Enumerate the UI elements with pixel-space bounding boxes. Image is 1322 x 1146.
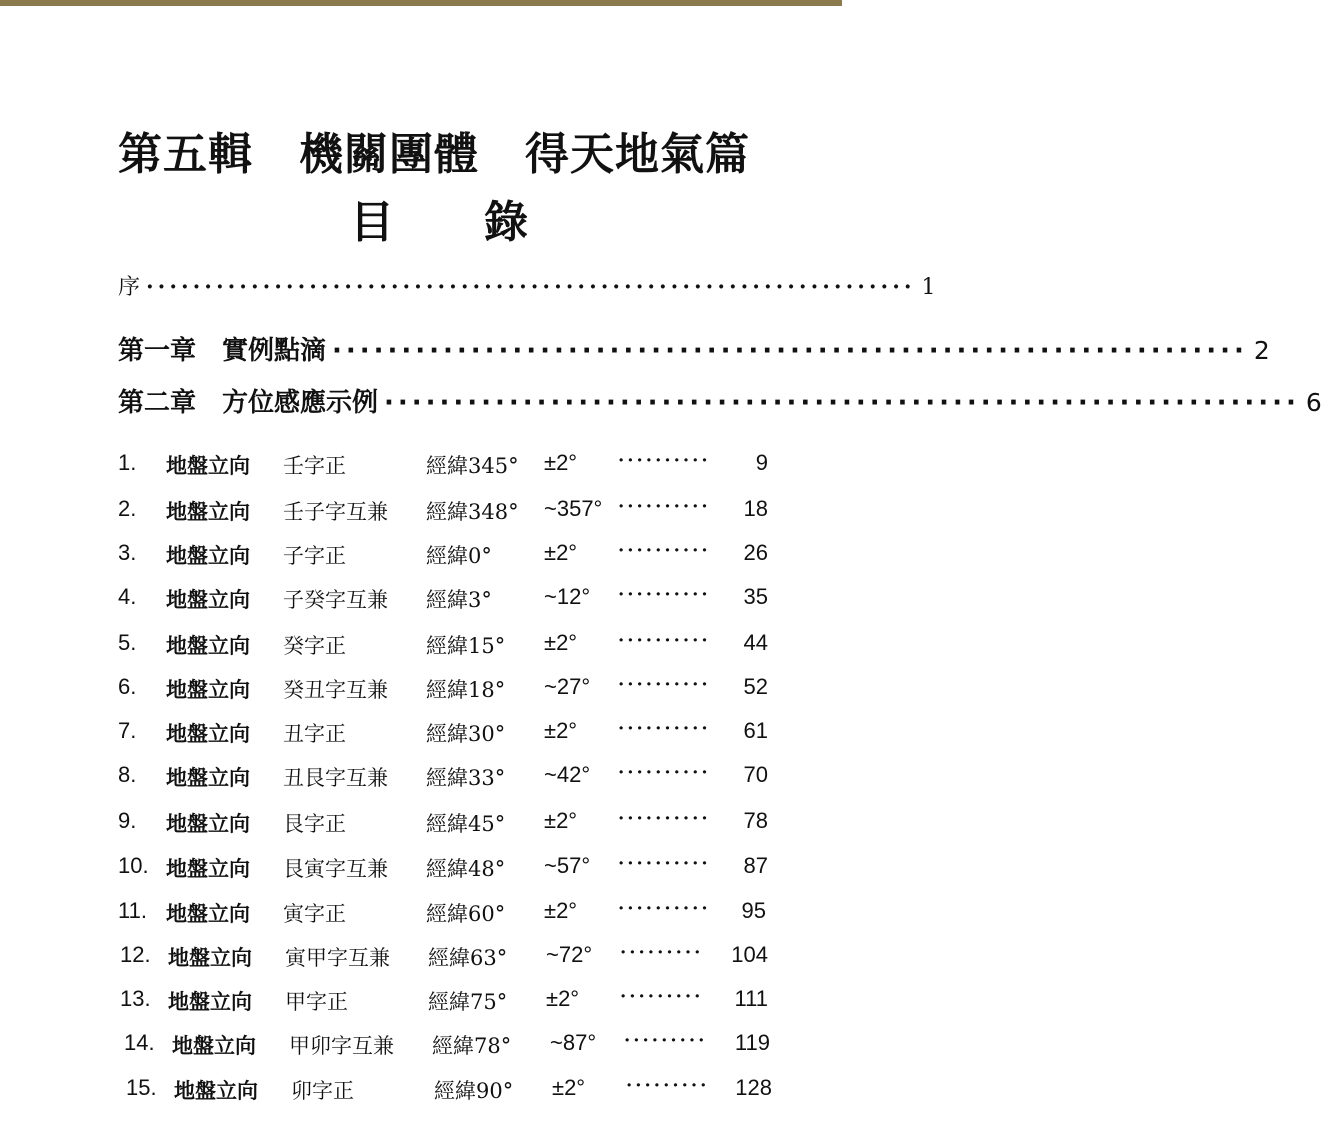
toc-entry-number: 9. bbox=[118, 808, 137, 833]
toc-entry-page: 104 bbox=[731, 942, 768, 967]
toc-entry-tolerance: ±2° bbox=[544, 808, 578, 833]
title-volume: 第五輯 bbox=[118, 129, 253, 180]
toc-entry-tolerance: ±2° bbox=[544, 450, 578, 475]
toc-entry[interactable] bbox=[118, 808, 778, 840]
toc-entry-page: 35 bbox=[743, 584, 768, 609]
toc-chapter-2[interactable] bbox=[118, 382, 1322, 419]
toc-entry-tolerance: ~27° bbox=[544, 674, 591, 699]
toc-entry-tolerance: ±2° bbox=[544, 718, 578, 743]
toc-entry-degree: 經緯75° bbox=[428, 990, 508, 1014]
toc-entry-page: 9 bbox=[755, 450, 768, 475]
title-organization: 機關團體 bbox=[299, 129, 479, 180]
toc-entry-page: 26 bbox=[743, 540, 768, 565]
toc-entry-number: 3. bbox=[118, 540, 137, 565]
toc-entry-number: 11. bbox=[118, 898, 147, 923]
toc-entry[interactable] bbox=[118, 762, 778, 794]
toc-entry-tolerance: ~357° bbox=[544, 496, 603, 521]
toc-entry-tolerance: ~72° bbox=[546, 942, 593, 967]
toc-preface-label: 序 bbox=[118, 275, 141, 300]
toc-entry-mountain: 丑艮字互兼 bbox=[283, 766, 388, 790]
toc-entry-label: 地盤立向 bbox=[166, 811, 250, 836]
toc-chapter-page: 2 bbox=[1253, 336, 1270, 365]
toc-entry-label: 地盤立向 bbox=[168, 989, 252, 1014]
toc-chapter-1[interactable] bbox=[118, 330, 1270, 367]
toc-entry-label: 地盤立向 bbox=[166, 721, 250, 746]
toc-chapter-page: 6 bbox=[1305, 388, 1322, 417]
dot-leader: ·········· bbox=[618, 584, 711, 605]
dot-leader: ········· bbox=[626, 1075, 710, 1096]
toc-entry-page: 61 bbox=[743, 718, 768, 743]
toc-entry-number: 7. bbox=[118, 718, 137, 743]
toc-entry-tolerance: ~12° bbox=[544, 584, 591, 609]
dot-leader: ·········· bbox=[618, 762, 711, 783]
contents-heading-char-2: 錄 bbox=[484, 197, 528, 248]
toc-entry-mountain: 壬字正 bbox=[283, 454, 346, 478]
toc-entry-label: 地盤立向 bbox=[166, 677, 250, 702]
toc-entry-mountain: 壬子字互兼 bbox=[283, 500, 388, 524]
toc-entry-number: 10. bbox=[118, 853, 149, 878]
toc-entry-number: 14. bbox=[124, 1030, 155, 1055]
toc-entry-degree: 經緯45° bbox=[426, 812, 506, 836]
toc-entry[interactable] bbox=[120, 986, 780, 1018]
toc-entry-number: 8. bbox=[118, 762, 137, 787]
toc-entry-label: 地盤立向 bbox=[168, 945, 252, 970]
dot-leader: ·········· bbox=[618, 853, 711, 874]
toc-entry-label: 地盤立向 bbox=[174, 1078, 258, 1103]
toc-entry-tolerance: ±2° bbox=[544, 630, 578, 655]
toc-entry-page: 52 bbox=[743, 674, 768, 699]
toc-entry-tolerance: ±2° bbox=[546, 986, 580, 1011]
toc-entry[interactable] bbox=[118, 898, 778, 930]
dot-leader: ·········· bbox=[618, 808, 711, 829]
toc-entry[interactable] bbox=[124, 1030, 784, 1062]
dot-leader: ·································································· bbox=[146, 274, 916, 300]
toc-entry[interactable] bbox=[118, 584, 778, 616]
toc-entry-page: 78 bbox=[743, 808, 768, 833]
toc-entry-mountain: 寅字正 bbox=[283, 902, 346, 926]
toc-preface[interactable] bbox=[118, 270, 936, 301]
contents-heading-char-1: 目 bbox=[350, 197, 394, 248]
toc-entry-degree: 經緯3° bbox=[426, 588, 492, 612]
dot-leader: ·········· bbox=[618, 630, 711, 651]
toc-entry-number: 1. bbox=[118, 450, 137, 475]
toc-entry-number: 15. bbox=[126, 1075, 157, 1100]
toc-entry-tolerance: ~87° bbox=[550, 1030, 597, 1055]
toc-entry-degree: 經緯33° bbox=[426, 766, 506, 790]
toc-entry-label: 地盤立向 bbox=[172, 1033, 256, 1058]
toc-entry[interactable] bbox=[118, 540, 778, 572]
toc-entry-number: 12. bbox=[120, 942, 151, 967]
toc-entry-page: 119 bbox=[734, 1030, 770, 1055]
toc-entry-mountain: 寅甲字互兼 bbox=[285, 946, 390, 970]
toc-entry-mountain: 艮寅字互兼 bbox=[283, 857, 388, 881]
toc-chapter-label: 第二章 方位感應示例 bbox=[118, 388, 379, 418]
dot-leader: ·········· bbox=[618, 496, 711, 517]
toc-entry-tolerance: ±2° bbox=[544, 898, 578, 923]
toc-entry-mountain: 卯字正 bbox=[291, 1079, 354, 1103]
dot-leader: ········· bbox=[624, 1030, 708, 1051]
toc-entry-page: 87 bbox=[743, 853, 768, 878]
toc-entry-label: 地盤立向 bbox=[166, 543, 250, 568]
toc-entry-mountain: 艮字正 bbox=[283, 812, 346, 836]
toc-entry-number: 6. bbox=[118, 674, 137, 699]
toc-entry-mountain: 癸字正 bbox=[283, 634, 346, 658]
toc-entry-page: 128 bbox=[735, 1075, 772, 1100]
toc-entry[interactable] bbox=[118, 718, 778, 750]
toc-entry-page: 70 bbox=[743, 762, 768, 787]
toc-entry-label: 地盤立向 bbox=[166, 901, 250, 926]
dot-leader: ·········· bbox=[618, 898, 711, 919]
dot-leader: ·········· bbox=[618, 450, 711, 471]
toc-chapter-label: 第一章 實例點滴 bbox=[118, 336, 327, 366]
toc-entry-label: 地盤立向 bbox=[166, 453, 250, 478]
toc-entry-tolerance: ±2° bbox=[552, 1075, 586, 1100]
toc-entry-page: 44 bbox=[743, 630, 768, 655]
toc-entry-degree: 經緯60° bbox=[426, 902, 506, 926]
toc-entry-degree: 經緯48° bbox=[426, 857, 506, 881]
top-border bbox=[0, 0, 842, 6]
toc-entry-number: 4. bbox=[118, 584, 137, 609]
title-section: 得天地氣篇 bbox=[525, 129, 750, 180]
toc-entry-tolerance: ±2° bbox=[544, 540, 578, 565]
toc-entry-degree: 經緯30° bbox=[426, 722, 506, 746]
toc-entry-degree: 經緯15° bbox=[426, 634, 506, 658]
dot-leader: ·································································· bbox=[332, 336, 1248, 366]
toc-entry-number: 5. bbox=[118, 630, 137, 655]
dot-leader: ·········· bbox=[618, 540, 711, 561]
toc-entry-degree: 經緯63° bbox=[428, 946, 508, 970]
toc-entry-number: 13. bbox=[120, 986, 151, 1011]
toc-entry-label: 地盤立向 bbox=[166, 587, 250, 612]
toc-entry-degree: 經緯348° bbox=[426, 500, 519, 524]
toc-entry-tolerance: ~57° bbox=[544, 853, 591, 878]
toc-entry-mountain: 甲卯字互兼 bbox=[289, 1034, 394, 1058]
toc-entry-mountain: 子癸字互兼 bbox=[283, 588, 388, 612]
toc-entry[interactable] bbox=[118, 630, 778, 662]
toc-entry-page: 111 bbox=[734, 986, 768, 1011]
toc-entry[interactable] bbox=[126, 1075, 786, 1107]
toc-entry[interactable] bbox=[120, 942, 780, 974]
toc-entry-degree: 經緯90° bbox=[434, 1079, 514, 1103]
toc-entry-label: 地盤立向 bbox=[166, 499, 250, 524]
toc-entry-label: 地盤立向 bbox=[166, 633, 250, 658]
toc-entry-degree: 經緯18° bbox=[426, 678, 506, 702]
toc-entry-mountain: 丑字正 bbox=[283, 722, 346, 746]
contents-heading bbox=[350, 186, 528, 250]
toc-entry-degree: 經緯78° bbox=[432, 1034, 512, 1058]
toc-entry-degree: 經緯0° bbox=[426, 544, 492, 568]
toc-entry[interactable] bbox=[118, 853, 778, 885]
toc-entry[interactable] bbox=[118, 496, 778, 528]
dot-leader: ········· bbox=[620, 942, 704, 963]
toc-entry-label: 地盤立向 bbox=[166, 856, 250, 881]
toc-preface-page: 1 bbox=[921, 275, 936, 300]
toc-entry-mountain: 子字正 bbox=[283, 544, 346, 568]
toc-entry-page: 95 bbox=[741, 898, 766, 923]
toc-entry-mountain: 癸丑字互兼 bbox=[283, 678, 388, 702]
toc-entry-page: 18 bbox=[743, 496, 768, 521]
dot-leader: ········· bbox=[620, 986, 704, 1007]
toc-entry-tolerance: ~42° bbox=[544, 762, 591, 787]
dot-leader: ·········· bbox=[618, 674, 711, 695]
toc-entry[interactable] bbox=[118, 450, 778, 482]
dot-leader: ·································································· bbox=[384, 388, 1300, 418]
toc-entry-number: 2. bbox=[118, 496, 137, 521]
toc-entry-mountain: 甲字正 bbox=[285, 990, 348, 1014]
toc-entry[interactable] bbox=[118, 674, 778, 706]
page-title bbox=[118, 118, 768, 182]
toc-entry-degree: 經緯345° bbox=[426, 454, 519, 478]
dot-leader: ·········· bbox=[618, 718, 711, 739]
toc-entry-label: 地盤立向 bbox=[166, 765, 250, 790]
